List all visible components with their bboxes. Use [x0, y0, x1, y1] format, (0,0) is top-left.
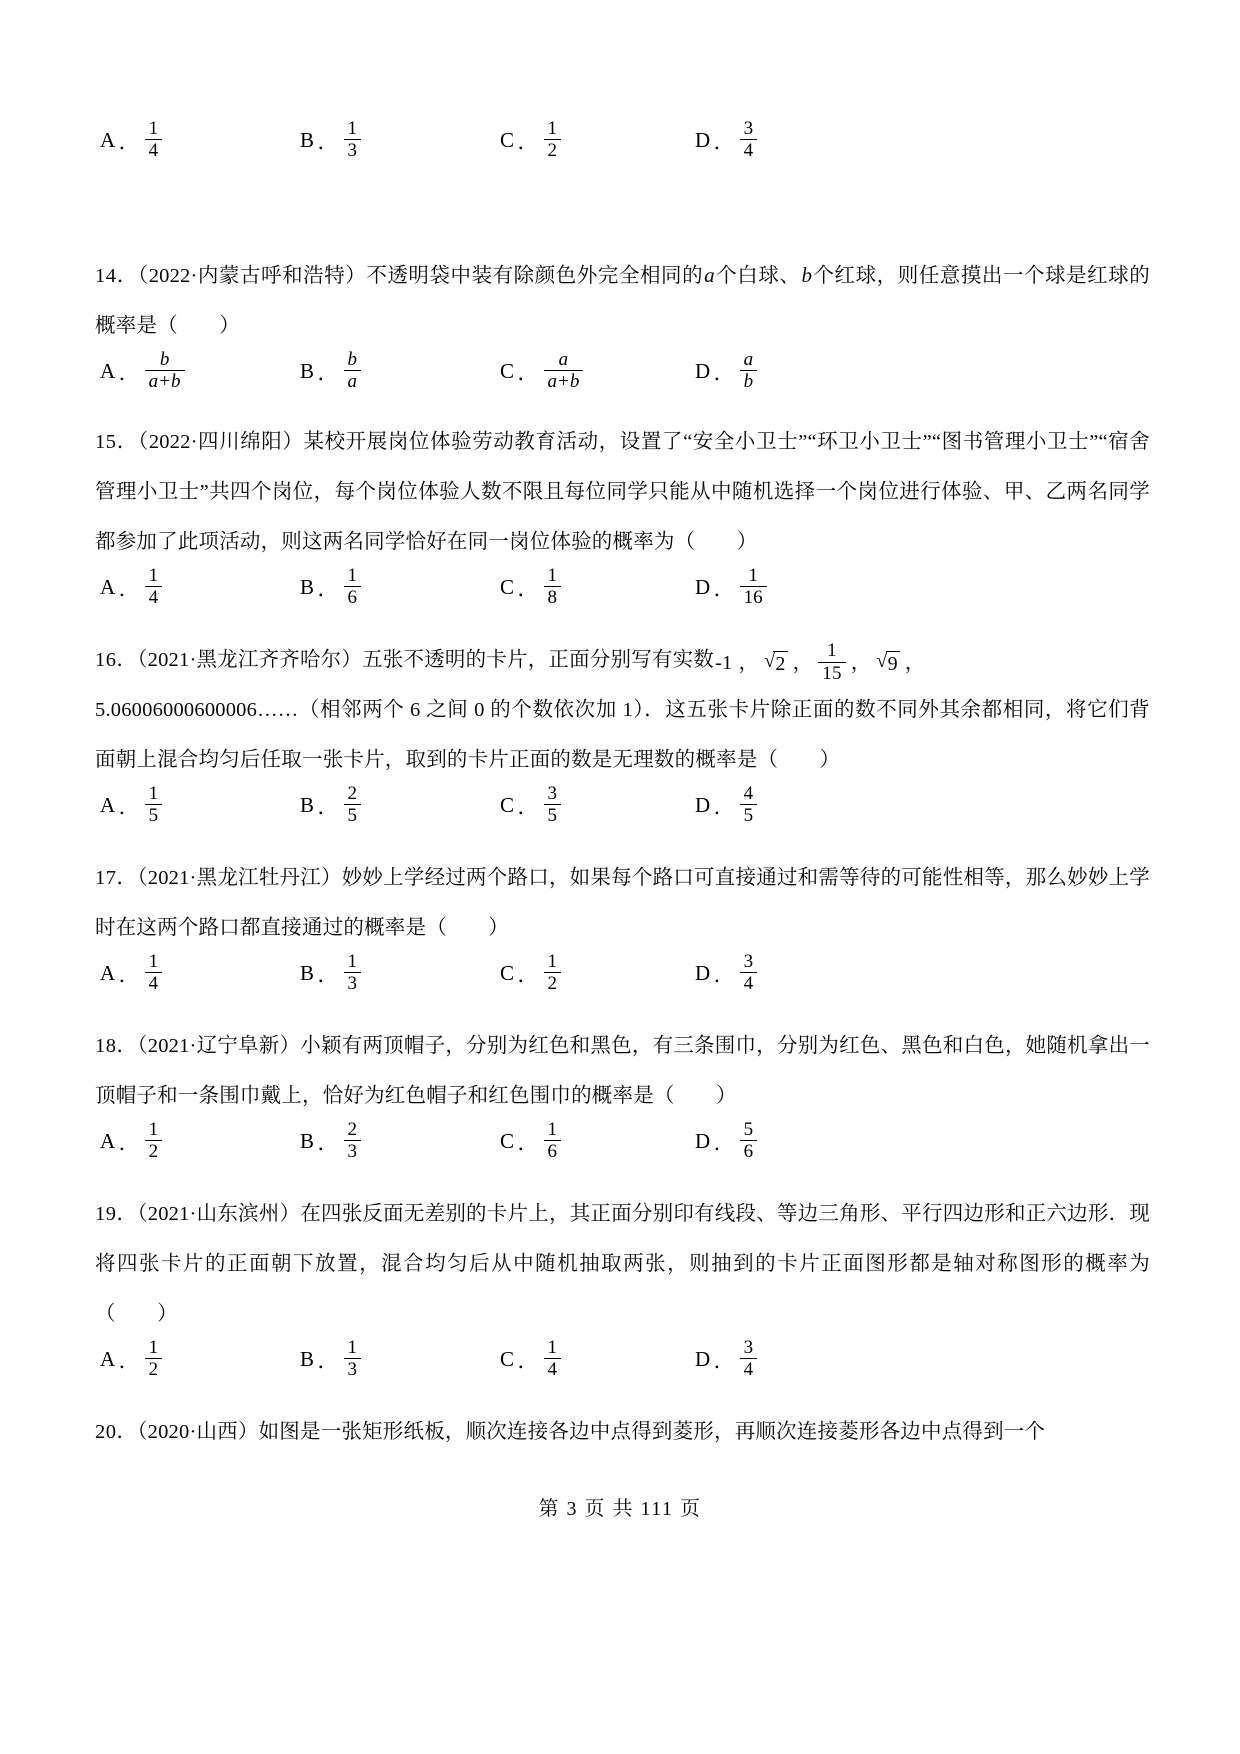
- option-dot: ．: [317, 1130, 339, 1155]
- question-body-part1: 不透明袋中装有除颜色外完全相同的: [366, 265, 704, 287]
- question-number: 17: [95, 867, 117, 889]
- question-dot: ．: [116, 1035, 138, 1057]
- question-source: （2022·内蒙古呼和浩特）: [137, 265, 367, 287]
- option-d[interactable]: [695, 785, 757, 827]
- fraction-denominator: 6: [344, 586, 362, 607]
- option-c[interactable]: [500, 953, 561, 995]
- fraction-numerator: 1: [547, 118, 558, 139]
- fraction: [145, 784, 163, 826]
- question-dot: ．: [116, 649, 138, 671]
- option-dot: ．: [118, 1348, 140, 1373]
- fraction-denominator: 4: [145, 139, 163, 160]
- fraction: [344, 1338, 362, 1380]
- question-15-text: [95, 417, 1150, 567]
- fraction: [544, 119, 562, 161]
- question-body-part2: 个白球、: [715, 265, 801, 287]
- fraction-denominator: 4: [740, 139, 758, 160]
- fraction-numerator: 5: [743, 1119, 754, 1140]
- list-separator: ，: [792, 652, 814, 674]
- question-source: （2021·黑龙江齐齐哈尔）: [137, 649, 363, 671]
- fraction: [544, 566, 562, 608]
- fraction-numerator: 1: [148, 565, 159, 586]
- fraction-numerator: b: [159, 349, 170, 370]
- option-label: A: [100, 961, 116, 986]
- fraction-denominator: 5: [544, 804, 562, 825]
- fraction-denominator: 2: [544, 139, 562, 160]
- option-dot: ．: [317, 794, 339, 819]
- option-c[interactable]: [500, 567, 561, 609]
- question-body: 小颖有两顶帽子，分别为红色和黑色，有三条围巾，分别为红色、黑色和白色，她随机拿出一顶帽子和一条围巾戴上，恰好为红色帽子和红色围巾的概率是（ ）: [95, 1035, 1151, 1107]
- question-dot: ．: [116, 1203, 138, 1225]
- option-dot: ．: [713, 962, 735, 987]
- real-number-list: [714, 638, 928, 688]
- variable-a: a: [704, 263, 715, 287]
- option-label: D: [695, 128, 711, 153]
- question-body-part2: 5.06006000600006……（相邻两个 6 之间 0 的个数依次加 1）．这五张卡片除正面的数不同外其余都相同，将它们背面朝上混合均匀后任取一张卡片，取到的卡片正面的数是无理数的概率是（ ）: [95, 699, 1150, 771]
- fraction-numerator: 3: [743, 118, 754, 139]
- option-dot: ．: [713, 360, 735, 385]
- fraction: [740, 1120, 758, 1162]
- question-number: 18: [95, 1035, 117, 1057]
- fraction-denominator: 5: [344, 804, 362, 825]
- radical-sign: √: [876, 650, 888, 672]
- fraction-numerator: a: [558, 349, 569, 370]
- option-dot: ．: [317, 962, 339, 987]
- option-dot: ．: [713, 129, 735, 154]
- fraction-denominator: a+b: [544, 370, 584, 391]
- option-dot: ．: [713, 1130, 735, 1155]
- fraction: [544, 1120, 562, 1162]
- fraction: [740, 350, 758, 392]
- option-dot: ．: [517, 794, 539, 819]
- option-label: D: [695, 1347, 711, 1372]
- fraction-denominator: 6: [740, 1140, 758, 1161]
- radicand: 9: [887, 653, 898, 675]
- fraction: [145, 1338, 163, 1380]
- question-body: 某校开展岗位体验劳动教育活动，设置了“安全小卫士”“环卫小卫士”“图书管理小卫士”“宿舍管理小卫士”共四个岗位，每个岗位体验人数不限且每位同学只能从中随机选择一个岗位进行体验、甲、乙两名同学都参加了此项活动，则这两名同学恰好在同一岗位体验的概率为（ ）: [95, 431, 1150, 553]
- fraction-numerator: 1: [547, 565, 558, 586]
- variable-b: b: [801, 263, 813, 287]
- value-negative-one: -1: [715, 652, 733, 674]
- option-label: C: [500, 1129, 515, 1154]
- fraction-denominator: 4: [145, 972, 163, 993]
- option-dot: ．: [118, 129, 140, 154]
- option-b[interactable]: [300, 953, 361, 995]
- option-label: A: [100, 128, 116, 153]
- fraction: [344, 119, 362, 161]
- option-label: C: [500, 575, 515, 600]
- option-c[interactable]: [500, 1339, 561, 1381]
- question-body: 在四张反面无差别的卡片上，其正面分别印有线段、等边三角形、平行四边形和正六边形．现将四张卡片的正面朝下放置，混合均匀后从中随机抽取两张，则抽到的卡片正面图形都是轴对称图形的概率为（ ）: [95, 1203, 1151, 1325]
- option-label: D: [695, 793, 711, 818]
- question-18-text: [95, 1021, 1150, 1121]
- option-dot: ．: [118, 962, 140, 987]
- page-content: [95, 120, 1150, 1457]
- square-root-2: [764, 651, 787, 677]
- options-row-q19: [95, 1339, 1150, 1407]
- option-dot: ．: [118, 794, 140, 819]
- question-dot: ．: [116, 867, 138, 889]
- fraction: [544, 1338, 562, 1380]
- fraction-numerator: 1: [547, 1337, 558, 1358]
- option-dot: ．: [118, 1130, 140, 1155]
- fraction: [544, 952, 562, 994]
- question-body: 如图是一张矩形纸板，顺次连接各边中点得到菱形，再顺次连接菱形各边中点得到一个: [258, 1421, 1046, 1443]
- fraction-numerator: 4: [743, 783, 754, 804]
- fraction-numerator: a: [743, 349, 754, 370]
- fraction-denominator: 16: [740, 586, 767, 607]
- option-d[interactable]: [695, 120, 757, 162]
- option-dot: ．: [713, 1348, 735, 1373]
- option-b[interactable]: [300, 120, 361, 162]
- option-label: B: [300, 961, 315, 986]
- square-root-9: [876, 651, 899, 677]
- fraction-numerator: 1: [547, 1119, 558, 1140]
- fraction: [544, 784, 562, 826]
- fraction: [344, 350, 362, 392]
- option-d[interactable]: [695, 1121, 757, 1163]
- option-label: B: [300, 793, 315, 818]
- options-row-q18: [95, 1121, 1150, 1189]
- option-label: B: [300, 575, 315, 600]
- fraction-denominator: 2: [145, 1358, 163, 1379]
- option-label: C: [500, 128, 515, 153]
- fraction: [344, 784, 362, 826]
- fraction-numerator: 1: [148, 783, 159, 804]
- option-d[interactable]: [695, 567, 767, 609]
- fraction-denominator: 4: [145, 586, 163, 607]
- option-dot: ．: [517, 1130, 539, 1155]
- list-separator: ，: [850, 652, 872, 674]
- fraction-denominator: a: [344, 370, 362, 391]
- fraction-numerator: 3: [743, 1337, 754, 1358]
- option-dot: ．: [517, 1348, 539, 1373]
- fraction-numerator: 1: [148, 1119, 159, 1140]
- option-label: C: [500, 961, 515, 986]
- fraction-one-fifteenth: [818, 641, 845, 683]
- option-a[interactable]: [100, 1121, 162, 1163]
- question-number: 20: [95, 1421, 117, 1443]
- question-dot: ．: [116, 431, 138, 453]
- options-row-q13: [95, 120, 1150, 188]
- option-label: B: [300, 128, 315, 153]
- fraction-numerator: 2: [347, 1119, 358, 1140]
- fraction-numerator: 1: [347, 1337, 358, 1358]
- radicand: 2: [775, 653, 786, 675]
- fraction-numerator: 1: [347, 951, 358, 972]
- page-footer: 第 3 页 共 111 页: [538, 1498, 702, 1520]
- fraction-numerator: 1: [347, 118, 358, 139]
- option-label: B: [300, 359, 315, 384]
- fraction: [740, 1338, 758, 1380]
- question-source: （2021·辽宁阜新）: [137, 1035, 301, 1057]
- question-source: （2021·黑龙江牡丹江）: [137, 867, 342, 889]
- fraction-numerator: 1: [347, 565, 358, 586]
- option-a[interactable]: [100, 120, 162, 162]
- question-17-text: [95, 853, 1150, 953]
- fraction-numerator: 3: [743, 951, 754, 972]
- fraction: [145, 119, 163, 161]
- option-dot: ．: [118, 360, 140, 385]
- option-b[interactable]: [300, 1121, 361, 1163]
- options-row-q14: [95, 351, 1150, 417]
- fraction: [740, 566, 767, 608]
- option-b[interactable]: [300, 567, 361, 609]
- fraction-numerator: 1: [148, 1337, 159, 1358]
- options-row-q16: [95, 785, 1150, 853]
- fraction-numerator: b: [347, 349, 358, 370]
- option-c[interactable]: [500, 351, 583, 393]
- question-number: 16: [95, 649, 117, 671]
- question-20-text: [95, 1407, 1150, 1457]
- fraction: [344, 1120, 362, 1162]
- option-dot: ．: [517, 962, 539, 987]
- option-label: A: [100, 575, 116, 600]
- option-label: D: [695, 575, 711, 600]
- question-number: 19: [95, 1203, 117, 1225]
- options-row-q15: [95, 567, 1150, 635]
- question-source: （2021·山东滨州）: [137, 1203, 301, 1225]
- fraction-denominator: 8: [544, 586, 562, 607]
- fraction: [344, 566, 362, 608]
- option-b[interactable]: [300, 351, 361, 393]
- fraction-denominator: 5: [145, 804, 163, 825]
- list-separator: ，: [738, 652, 760, 674]
- option-label: C: [500, 1347, 515, 1372]
- fraction-denominator: 3: [344, 1140, 362, 1161]
- list-separator: ，: [904, 652, 926, 674]
- option-b[interactable]: [300, 1339, 361, 1381]
- fraction-numerator: 1: [827, 640, 837, 662]
- option-c[interactable]: [500, 120, 561, 162]
- option-dot: ．: [517, 576, 539, 601]
- question-number: 14: [95, 265, 117, 287]
- question-dot: ．: [116, 1421, 138, 1443]
- option-a[interactable]: [100, 953, 162, 995]
- fraction: [344, 952, 362, 994]
- option-a[interactable]: [100, 1339, 162, 1381]
- fraction-denominator: 3: [344, 1358, 362, 1379]
- question-16-text-continued: [95, 685, 1150, 785]
- fraction: [544, 350, 584, 392]
- fraction-denominator: 3: [344, 139, 362, 160]
- question-body: 妙妙上学经过两个路口，如果每个路口可直接通过和需等待的可能性相等，那么妙妙上学时在这两个路口都直接通过的概率是（ ）: [95, 867, 1150, 939]
- fraction-numerator: 1: [148, 951, 159, 972]
- fraction-numerator: 3: [547, 783, 558, 804]
- question-19-text: [95, 1189, 1150, 1339]
- option-a[interactable]: [100, 351, 185, 393]
- question-number: 15: [95, 431, 117, 453]
- question-dot: ．: [116, 265, 138, 287]
- option-dot: ．: [118, 576, 140, 601]
- option-label: C: [500, 359, 515, 384]
- question-16-text: [95, 635, 1150, 685]
- option-dot: ．: [713, 794, 735, 819]
- option-label: C: [500, 793, 515, 818]
- fraction: [145, 350, 185, 392]
- fraction: [145, 1120, 163, 1162]
- question-body-part3: 个红球，则任意摸出一个球是红球的概率是（ ）: [95, 265, 1150, 337]
- option-dot: ．: [317, 576, 339, 601]
- option-d[interactable]: [695, 1339, 757, 1381]
- fraction-denominator: 5: [740, 804, 758, 825]
- fraction-denominator: 3: [344, 972, 362, 993]
- option-b[interactable]: [300, 785, 361, 827]
- option-dot: ．: [317, 1348, 339, 1373]
- fraction: [145, 952, 163, 994]
- option-a[interactable]: [100, 785, 162, 827]
- option-dot: ．: [517, 129, 539, 154]
- option-label: D: [695, 961, 711, 986]
- fraction: [740, 119, 758, 161]
- option-d[interactable]: [695, 351, 757, 393]
- radical-sign: √: [764, 650, 776, 672]
- option-c[interactable]: [500, 785, 561, 827]
- fraction: [740, 952, 758, 994]
- fraction: [145, 566, 163, 608]
- fraction-denominator: a+b: [145, 370, 185, 391]
- option-c[interactable]: [500, 1121, 561, 1163]
- fraction-numerator: 2: [347, 783, 358, 804]
- option-label: A: [100, 793, 116, 818]
- option-label: A: [100, 1347, 116, 1372]
- fraction-numerator: 1: [547, 951, 558, 972]
- question-body-part1: 五张不透明的卡片，正面分别写有实数: [362, 649, 714, 671]
- option-a[interactable]: [100, 567, 162, 609]
- option-d[interactable]: [695, 953, 757, 995]
- fraction-numerator: 1: [748, 565, 758, 586]
- options-row-q17: [95, 953, 1150, 1021]
- option-label: A: [100, 359, 116, 384]
- fraction-numerator: 1: [148, 118, 159, 139]
- fraction: [740, 784, 758, 826]
- option-dot: ．: [713, 576, 735, 601]
- option-dot: ．: [317, 360, 339, 385]
- question-14-text: [95, 250, 1150, 351]
- fraction-denominator: 2: [544, 972, 562, 993]
- option-label: D: [695, 1129, 711, 1154]
- option-dot: ．: [517, 360, 539, 385]
- fraction-denominator: 4: [740, 972, 758, 993]
- option-label: A: [100, 1129, 116, 1154]
- option-label: B: [300, 1347, 315, 1372]
- fraction-denominator: b: [740, 370, 758, 391]
- question-source: （2022·四川绵阳）: [137, 431, 304, 453]
- fraction-denominator: 4: [544, 1358, 562, 1379]
- option-label: B: [300, 1129, 315, 1154]
- fraction-denominator: 2: [145, 1140, 163, 1161]
- option-dot: ．: [317, 129, 339, 154]
- fraction-denominator: 15: [818, 662, 845, 683]
- fraction-denominator: 6: [544, 1140, 562, 1161]
- option-label: D: [695, 359, 711, 384]
- question-source: （2020·山西）: [137, 1421, 259, 1443]
- fraction-denominator: 4: [740, 1358, 758, 1379]
